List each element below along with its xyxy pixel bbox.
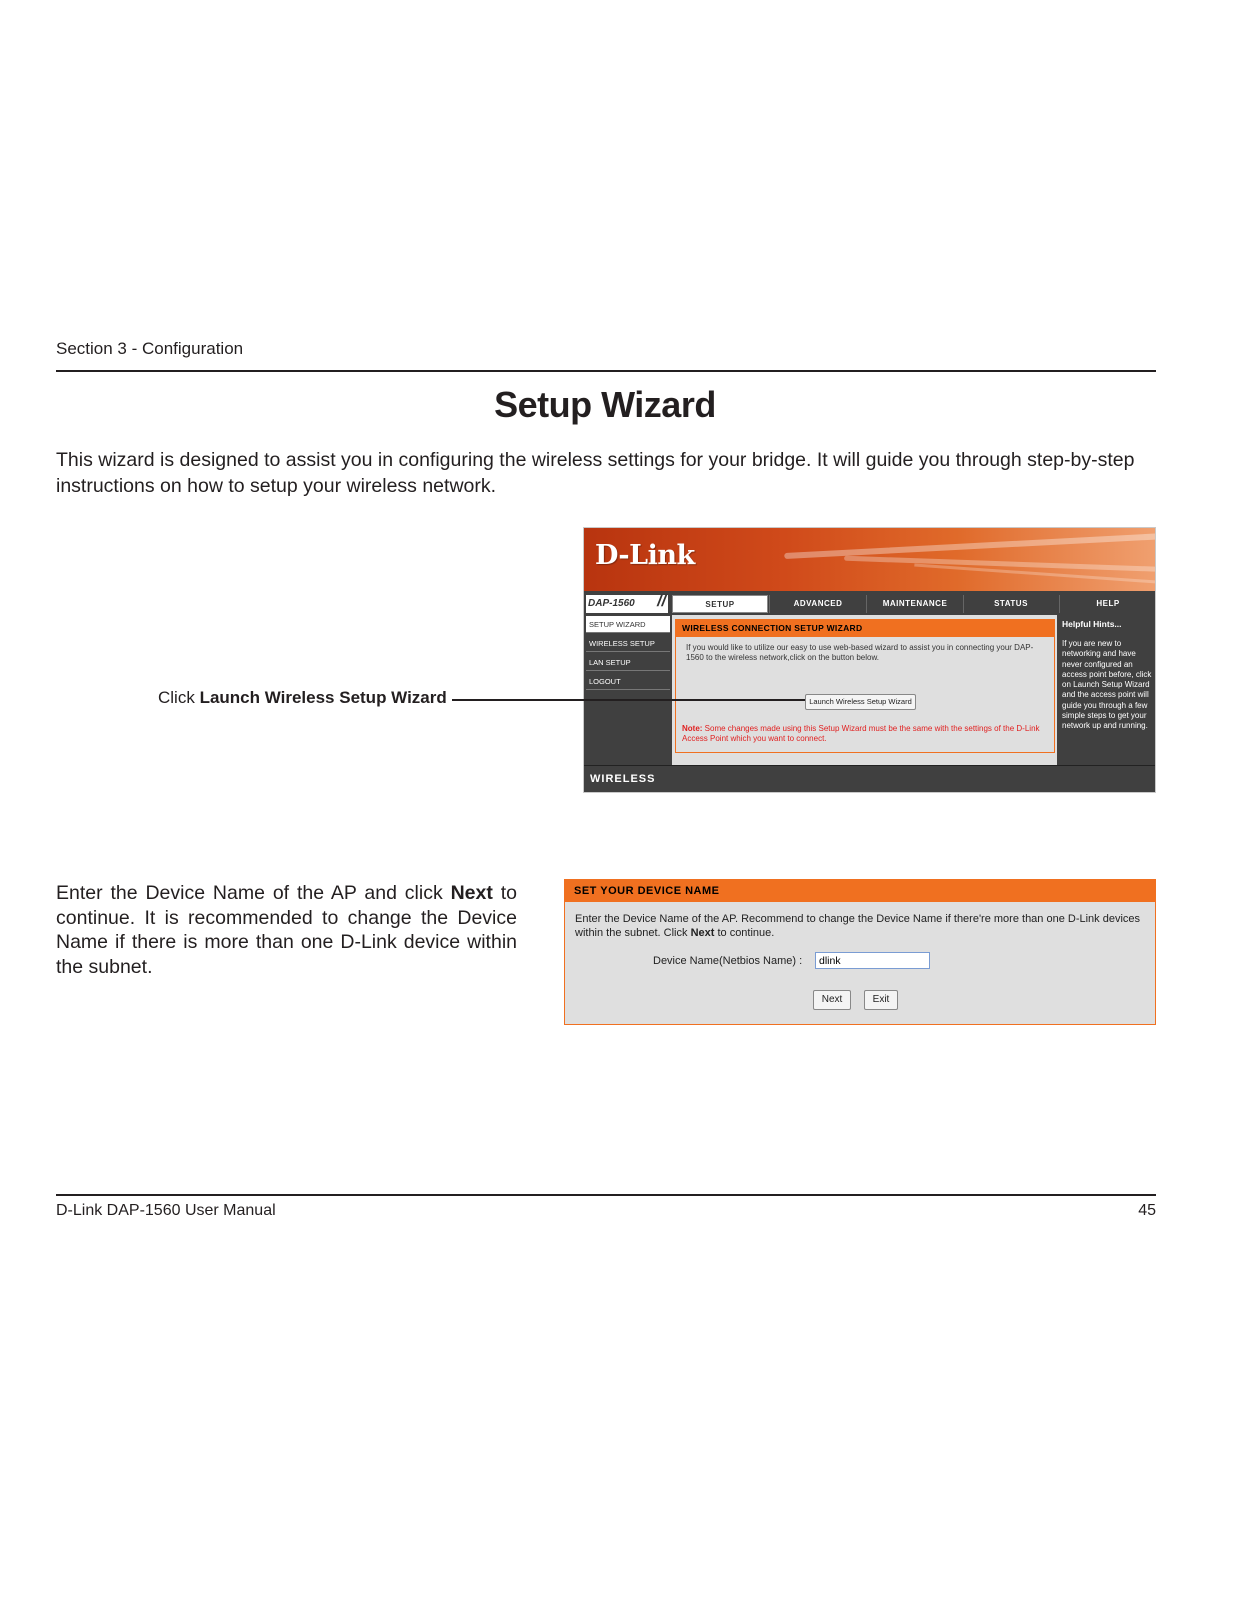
para-text: to continue. It is recommended to change the Device Name if there is more than one D-Link device within the subnet. bbox=[56, 882, 517, 978]
help-panel bbox=[1058, 615, 1156, 765]
top-navbar bbox=[584, 591, 1156, 615]
content-area bbox=[672, 615, 1057, 765]
footer-rule bbox=[56, 1194, 1156, 1196]
exit-button[interactable]: Exit bbox=[864, 990, 898, 1010]
section-label: Section 3 - Configuration bbox=[56, 339, 244, 358]
model-text: DAP-1560 bbox=[588, 598, 635, 609]
dlink-logo: D-Link bbox=[595, 540, 695, 571]
device-name-title: SET YOUR DEVICE NAME bbox=[565, 880, 1155, 902]
panel-title: WIRELESS CONNECTION SETUP WIZARD bbox=[676, 620, 1054, 637]
tab-advanced[interactable]: ADVANCED bbox=[769, 595, 866, 613]
tab-maintenance[interactable]: MAINTENANCE bbox=[866, 595, 963, 613]
tab-status[interactable]: STATUS bbox=[963, 595, 1058, 613]
wireless-label: WIRELESS bbox=[590, 773, 656, 785]
model-label bbox=[586, 595, 668, 613]
device-name-input[interactable] bbox=[815, 952, 930, 969]
manual-name: D-Link DAP-1560 User Manual bbox=[56, 1202, 276, 1219]
para-bold: Next bbox=[450, 882, 493, 904]
callout-prefix: Click bbox=[158, 688, 200, 707]
next-button[interactable]: Next bbox=[813, 990, 851, 1010]
slashes-icon: // bbox=[657, 593, 666, 610]
device-name-paragraph bbox=[56, 881, 517, 979]
tab-help[interactable]: HELP bbox=[1059, 595, 1156, 613]
note-text: Some changes made using this Setup Wizard must be the same with the settings of the D-Link Access Point which you want to connect. bbox=[682, 724, 1040, 743]
device-name-label: Device Name(Netbios Name) : bbox=[653, 955, 803, 967]
header-rule bbox=[56, 370, 1156, 372]
sidebar bbox=[584, 615, 671, 765]
sidebar-item-setup-wizard[interactable]: SETUP WIZARD bbox=[586, 616, 670, 633]
help-text: If you are new to networking and have never configured an access point before, click on Launch Setup Wizard and the access point will guide you through a few simple steps to get your network up and running. bbox=[1062, 639, 1152, 731]
sidebar-item-lan-setup[interactable]: LAN SETUP bbox=[586, 654, 670, 671]
intro-paragraph: This wizard is designed to assist you in configuring the wireless settings for your bridge. It will guide you through step-by-step instructions on how to setup your wireless network. bbox=[56, 449, 1135, 497]
panel-text: If you would like to utilize our easy to use web-based wizard to assist you in connecting your DAP-1560 to the wireless network,click on the button below. bbox=[686, 643, 1034, 662]
sidebar-item-logout[interactable]: LOGOUT bbox=[586, 673, 670, 690]
callout-bold: Launch Wireless Setup Wizard bbox=[199, 688, 447, 707]
wizard-panel bbox=[675, 619, 1055, 753]
page-title: Setup Wizard bbox=[494, 384, 716, 425]
wizard-screenshot bbox=[583, 527, 1156, 793]
launch-wizard-button[interactable]: Launch Wireless Setup Wizard bbox=[805, 694, 916, 710]
para-text: Enter the Device Name of the AP and click bbox=[56, 882, 451, 904]
banner-swoosh bbox=[784, 531, 1156, 559]
help-title: Helpful Hints... bbox=[1062, 619, 1122, 629]
tab-setup[interactable]: SETUP bbox=[672, 595, 768, 613]
panel-note bbox=[682, 724, 1047, 744]
device-name-instructions bbox=[575, 913, 1145, 940]
page-number: 45 bbox=[1138, 1202, 1156, 1219]
callout-line bbox=[452, 699, 805, 701]
instr-text: to continue. bbox=[714, 926, 775, 939]
note-label: Note: bbox=[682, 724, 703, 733]
callout-label bbox=[158, 688, 447, 708]
device-name-screenshot bbox=[564, 879, 1156, 1025]
bottom-bar bbox=[584, 765, 1156, 793]
instr-bold: Next bbox=[690, 926, 715, 939]
instr-text: Enter the Device Name of the AP. Recommend to change the Device Name if there're more than one D-Link devices within the subnet. Click bbox=[575, 913, 1141, 939]
sidebar-item-wireless-setup[interactable]: WIRELESS SETUP bbox=[586, 635, 670, 652]
dlink-banner bbox=[584, 528, 1156, 591]
